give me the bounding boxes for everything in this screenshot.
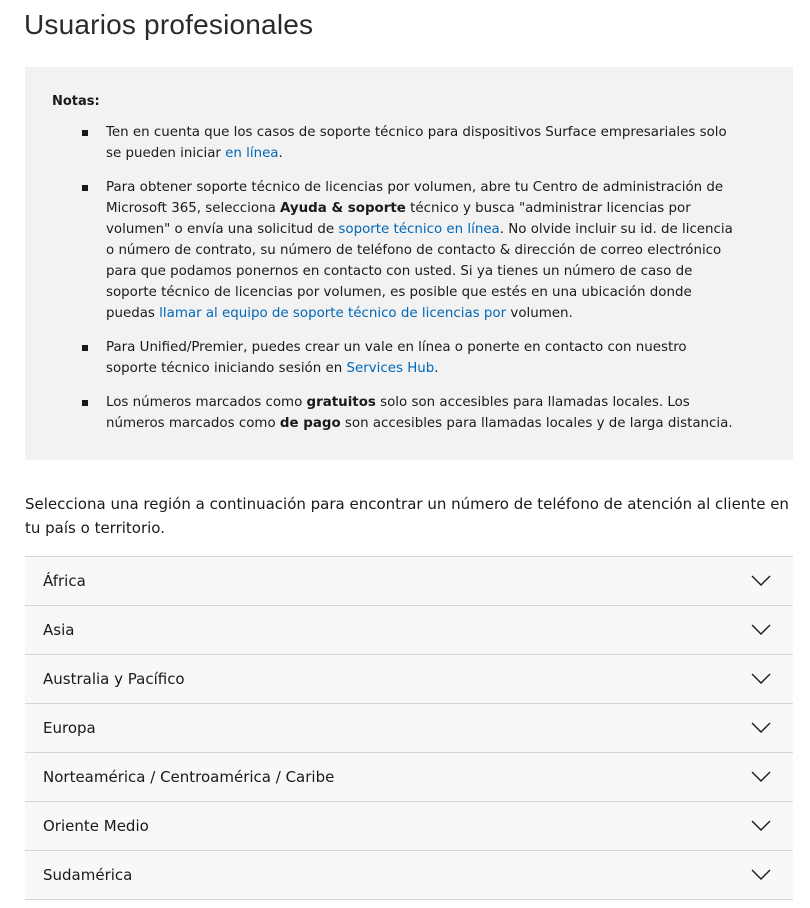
notes-link[interactable]: Services Hub <box>346 361 435 376</box>
bullet-icon <box>82 130 88 136</box>
region-label: Oriente Medio <box>43 817 149 835</box>
region-accordion-item[interactable] <box>25 851 793 900</box>
notes-emphasis: Ayuda & soporte <box>280 201 406 216</box>
bullet-icon <box>82 345 88 351</box>
region-accordion <box>25 556 793 900</box>
notes-link[interactable]: soporte técnico en línea <box>338 222 500 237</box>
notes-emphasis: gratuitos <box>306 395 376 410</box>
notes-heading: Notas: <box>52 94 100 109</box>
notes-text: solo son accesibles para llamadas locales. Los números marcados como <box>106 395 690 431</box>
notes-item <box>52 392 766 434</box>
region-accordion-item[interactable] <box>25 704 793 753</box>
region-accordion-item[interactable] <box>25 802 793 851</box>
region-accordion-item[interactable] <box>25 655 793 704</box>
chevron-down-icon[interactable] <box>751 869 771 881</box>
chevron-down-icon[interactable] <box>751 771 771 783</box>
notes-text: . <box>434 361 439 376</box>
notes-text: técnico y busca "administrar licencias por volumen" o envía una solicitud de <box>106 201 691 237</box>
chevron-down-icon[interactable] <box>751 575 771 587</box>
chevron-down-icon[interactable] <box>751 820 771 832</box>
notes-text: volumen. <box>506 306 573 321</box>
bullet-icon <box>82 185 88 191</box>
notes-item <box>52 177 766 324</box>
page-title: Usuarios profesionales <box>24 9 314 40</box>
region-accordion-item[interactable] <box>25 557 793 606</box>
notes-list <box>52 122 766 434</box>
region-label: África <box>43 572 86 590</box>
notes-text: Para obtener soporte técnico de licencias por volumen, abre tu Centro de administración de Microsoft 365, selecciona <box>106 180 724 216</box>
notes-text: . No olvide incluir su id. de licencia o número de contrato, su número de teléfono de contacto & dirección de correo electrónico para que podamos ponernos en contacto con usted. Si ya tienes un número de caso de soporte técnico de licencias por volumen, es posible que estés en una ubicación donde puedas <box>106 222 733 321</box>
notes-link[interactable]: en línea <box>225 146 279 161</box>
notes-text: Ten en cuenta que los casos de soporte técnico para dispositivos Surface empresariales solo se pueden iniciar <box>106 125 727 161</box>
notes-text: Los números marcados como <box>106 395 307 410</box>
notes-panel <box>25 67 793 460</box>
region-label: Australia y Pacífico <box>43 670 185 688</box>
bullet-icon <box>82 400 88 406</box>
notes-item <box>52 337 766 379</box>
notes-text: son accesibles para llamadas locales y de larga distancia. <box>340 416 733 431</box>
notes-item <box>52 122 766 164</box>
region-label: Sudamérica <box>43 866 133 884</box>
region-intro-text: Selecciona una región a continuación para encontrar un número de teléfono de atención al cliente en tu país o territorio. <box>25 495 789 537</box>
region-label: Asia <box>43 621 75 639</box>
chevron-down-icon[interactable] <box>751 673 771 685</box>
region-label: Norteamérica / Centroamérica / Caribe <box>43 768 335 786</box>
notes-text: Para Unified/Premier, puedes crear un vale en línea o ponerte en contacto con nuestro soporte técnico iniciando sesión en <box>106 340 687 376</box>
region-label: Europa <box>43 719 96 737</box>
region-accordion-item[interactable] <box>25 753 793 802</box>
notes-emphasis: de pago <box>279 416 341 431</box>
notes-text: . <box>278 146 283 161</box>
region-accordion-item[interactable] <box>25 606 793 655</box>
chevron-down-icon[interactable] <box>751 624 771 636</box>
chevron-down-icon[interactable] <box>751 722 771 734</box>
notes-link[interactable]: llamar al equipo de soporte técnico de licencias por <box>159 306 507 321</box>
